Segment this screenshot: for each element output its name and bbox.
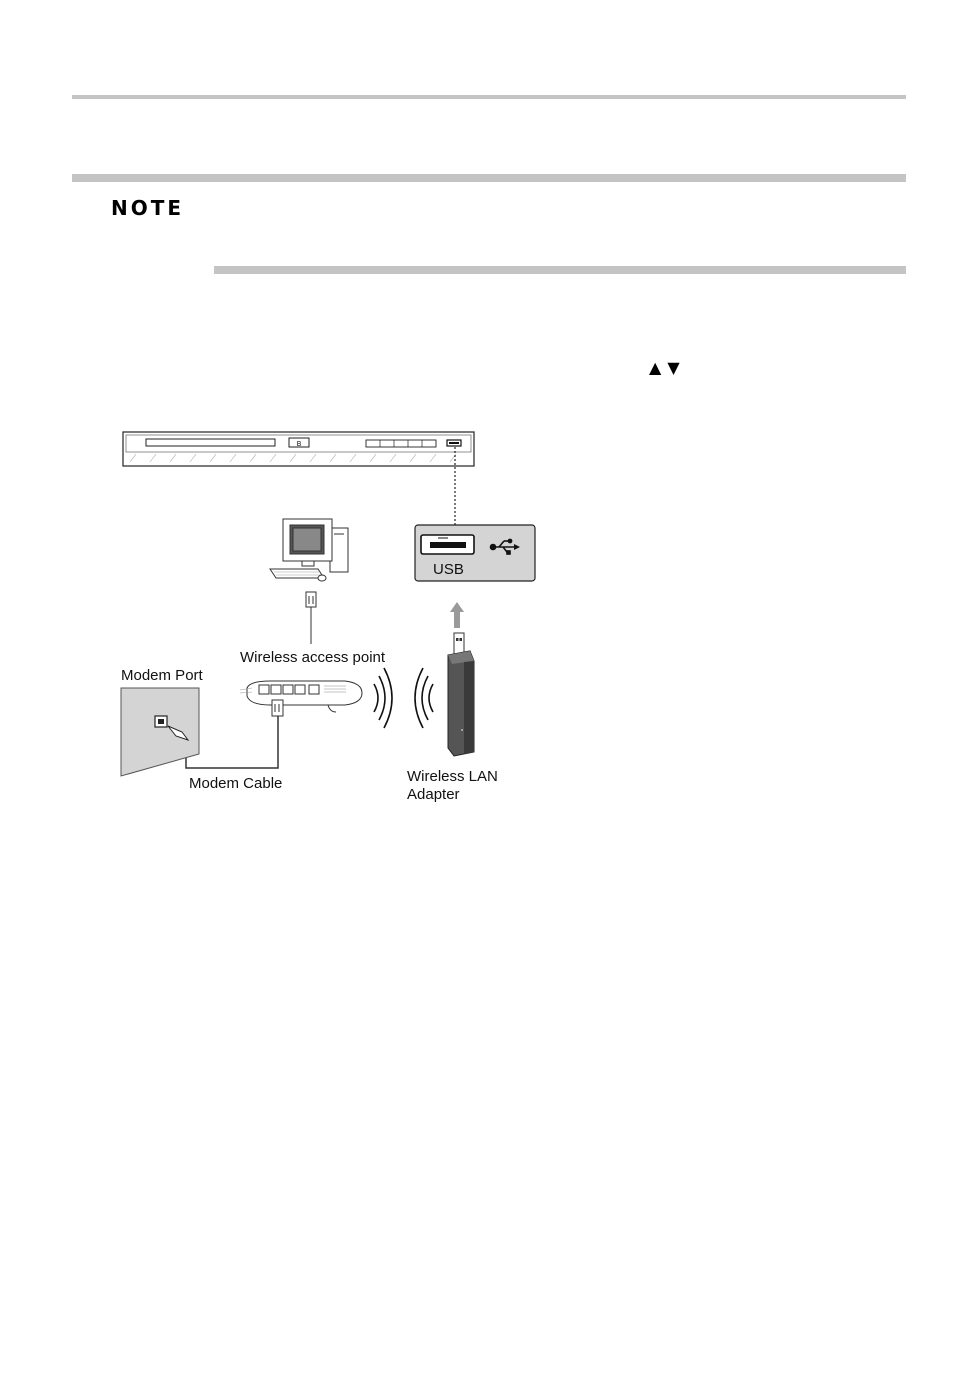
ethernet-plug <box>306 592 316 644</box>
down-arrow-icon: ▼ <box>667 358 686 377</box>
desktop-computer <box>270 519 348 581</box>
wireless-access-point-label: Wireless access point <box>240 649 386 666</box>
router-cable-plug <box>272 700 283 716</box>
up-arrow-icon: ▲ <box>649 358 668 377</box>
modem-cable-label: Modem Cable <box>189 775 283 792</box>
usb-wireless-lan-adapter <box>448 633 474 756</box>
insert-arrow-icon <box>450 602 464 628</box>
blu-ray-player <box>123 432 474 466</box>
modem-port-label: Modem Port <box>121 667 203 684</box>
note-heading: NOTE <box>111 196 185 220</box>
wireless-lan-adapter-label-line2: Adapter <box>407 786 460 803</box>
wifi-waves-icon <box>374 668 433 728</box>
wireless-router <box>240 681 362 712</box>
front-panel-buttons <box>366 440 436 447</box>
wall-modem-port <box>121 688 199 776</box>
usb-label: USB <box>433 561 464 578</box>
wireless-lan-adapter-label-line1: Wireless LAN <box>407 768 498 785</box>
usb-port-detail <box>415 525 535 581</box>
svg-text:B: B <box>296 440 302 448</box>
modem-cable <box>186 716 278 768</box>
